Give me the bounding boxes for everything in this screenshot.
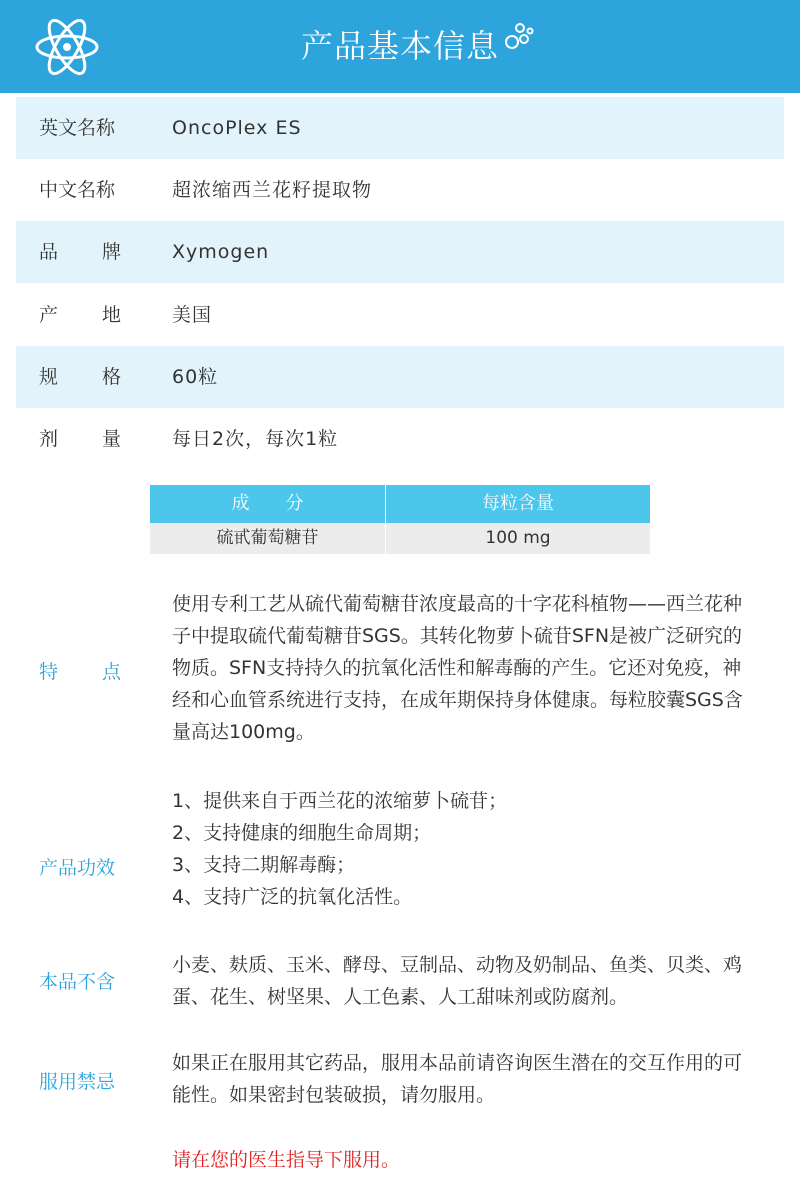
info-label	[39, 221, 121, 283]
doctor-guidance-warning: 请在您的医生指导下服用。	[172, 1149, 401, 1171]
info-label: 中文名称	[39, 179, 116, 201]
ingredient-name: 硫甙葡萄糖苷	[216, 528, 319, 548]
info-row-dosage	[16, 408, 784, 470]
label-char: 剂	[39, 428, 59, 450]
page-title: 产品基本信息	[300, 27, 499, 65]
info-value: 美国	[172, 304, 213, 326]
info-value: 超浓缩西兰花籽提取物	[172, 179, 373, 201]
excludes-label: 本品不含	[39, 971, 116, 993]
ingredient-table	[150, 485, 650, 554]
info-value: 60粒	[172, 366, 219, 388]
label-char: 规	[39, 366, 59, 388]
info-row-english-name	[16, 97, 784, 159]
label-char: 品	[39, 241, 59, 263]
label-char: 地	[101, 304, 121, 326]
info-value: 每日2次，每次1粒	[172, 428, 339, 450]
list-item: 3、支持二期解毒酶；	[172, 854, 356, 876]
efficacy-list	[172, 785, 752, 913]
efficacy-label: 产品功效	[39, 857, 116, 879]
info-row-brand	[16, 221, 784, 283]
info-row-spec	[16, 346, 784, 408]
features-text: 使用专利工艺从硫代葡萄糖苷浓度最高的十字花科植物——西兰花种子中提取硫代葡萄糖苷SGS。其转化物萝卜硫苷SFN是被广泛研究的物质。SFN支持持久的抗氧化活性和解毒酶的产生。它还对免疫，神经和心血管系统进行支持，在成年期保持身体健康。每粒胶囊SGS含量高达100mg。	[172, 593, 743, 743]
list-item: 2、支持健康的细胞生命周期；	[172, 822, 432, 844]
info-row-chinese-name	[16, 159, 784, 221]
label-char: 格	[101, 366, 121, 388]
list-item: 4、支持广泛的抗氧化活性。	[172, 886, 413, 908]
features-label	[39, 657, 121, 684]
column-header-amount: 每粒含量	[482, 493, 554, 514]
ingredient-table-header	[150, 485, 650, 523]
label-char: 牌	[101, 241, 121, 263]
info-label	[39, 346, 121, 408]
info-label: 英文名称	[39, 117, 116, 139]
label-char: 特	[39, 661, 59, 683]
info-label	[39, 408, 121, 470]
info-label	[39, 284, 121, 346]
label-char: 量	[101, 428, 121, 450]
excludes-text: 小麦、麸质、玉米、酵母、豆制品、动物及奶制品、鱼类、贝类、鸡蛋、花生、树坚果、人工色素、人工甜味剂或防腐剂。	[172, 954, 743, 1008]
info-value: Xymogen	[172, 241, 270, 263]
table-row	[150, 523, 650, 554]
bubbles-icon	[504, 22, 534, 50]
info-row-origin	[16, 284, 784, 346]
column-header-ingredient: 成 分	[231, 493, 304, 514]
list-item: 1、提供来自于西兰花的浓缩萝卜硫苷；	[172, 790, 508, 812]
contraindications-label: 服用禁忌	[39, 1071, 116, 1093]
info-value: OncoPlex ES	[172, 117, 302, 139]
label-char: 产	[39, 304, 59, 326]
header-banner	[0, 0, 800, 93]
contraindications-text: 如果正在服用其它药品，服用本品前请咨询医生潜在的交互作用的可能性。如果密封包装破损，请勿服用。	[172, 1052, 743, 1106]
label-char: 点	[101, 661, 121, 683]
ingredient-amount: 100 mg	[485, 528, 551, 548]
